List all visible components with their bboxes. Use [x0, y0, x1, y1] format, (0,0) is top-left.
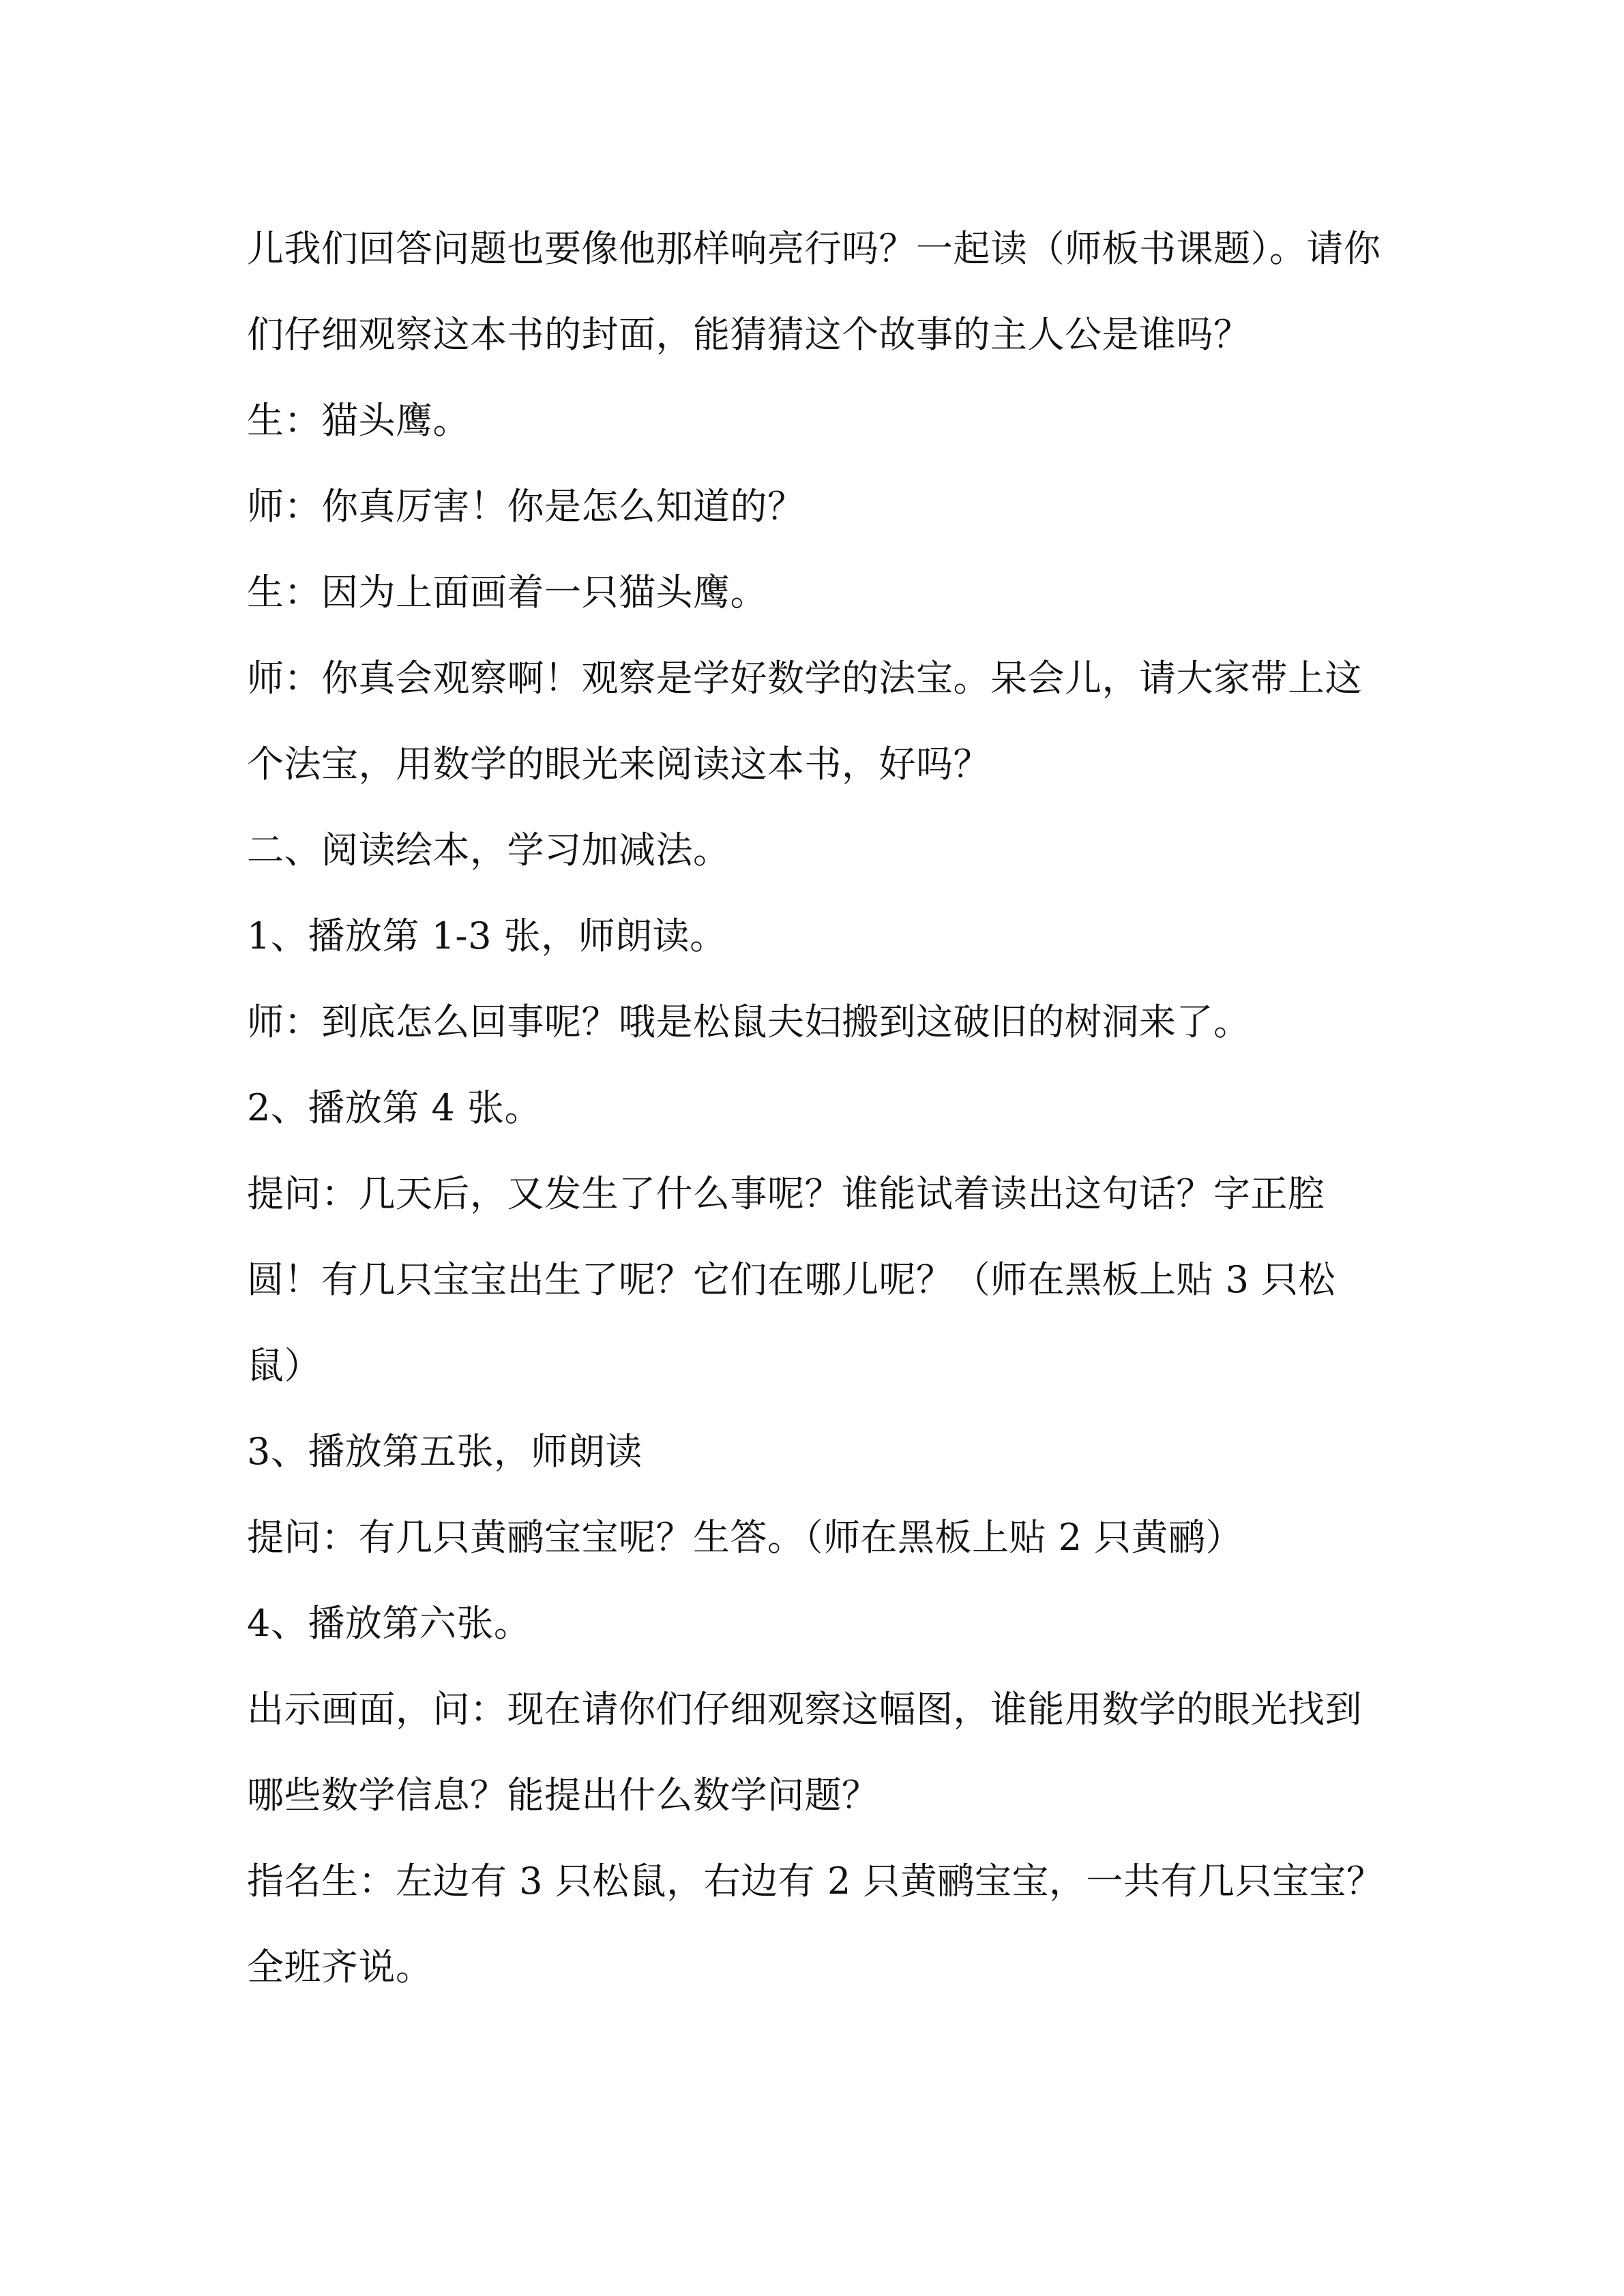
body-text	[247, 206, 1389, 2010]
paragraph-class-together: 全班齐说。	[247, 1945, 433, 1988]
step-1: 1、播放第 1-3 张，师朗读。	[247, 914, 727, 957]
paragraph-teacher-squirrels: 师：到底怎么回事呢？哦是松鼠夫妇搬到这破旧的树洞来了。	[247, 1000, 1251, 1043]
step-3: 3、播放第五张，师朗读	[247, 1430, 643, 1473]
section-heading-2: 二、阅读绘本，学习加减法。	[247, 829, 730, 871]
paragraph-question-orioles: 提问：有几只黄鹂宝宝呢？生答。（师在黑板上贴 2 只黄鹂）	[247, 1516, 1243, 1559]
paragraph-teacher-praise: 师：你真厉害！你是怎么知道的？	[247, 485, 805, 528]
paragraph-student-answer-owl: 生：猫头鹰。	[247, 399, 470, 442]
step-2: 2、播放第 4 张。	[247, 1086, 542, 1129]
paragraph-question-babies: 提问：几天后，又发生了什么事呢？谁能试着读出这句话？字正腔圆！有几只宝宝出生了呢？它们在哪儿呢？（师在黑板上贴 3 只松鼠）	[247, 1172, 1336, 1387]
paragraph-teacher-observe: 师：你真会观察啊！观察是学好数学的法宝。呆会儿，请大家带上这个法宝，用数学的眼光来阅读这本书，好吗？	[247, 657, 1362, 786]
paragraph-student-reason: 生：因为上面画着一只猫头鹰。	[247, 571, 767, 614]
paragraph-show-picture: 出示画面，问：现在请你们仔细观察这幅图，谁能用数学的眼光找到哪些数学信息？能提出什么数学问题？	[247, 1688, 1362, 1817]
paragraph-intro: 儿我们回答问题也要像他那样响亮行吗？一起读（师板书课题）。请你们仔细观察这本书的封面，能猜猜这个故事的主人公是谁吗？	[247, 227, 1381, 356]
paragraph-student-named: 指名生：左边有 3 只松鼠，右边有 2 只黄鹂宝宝，一共有几只宝宝？	[247, 1860, 1384, 1903]
step-4: 4、播放第六张。	[247, 1602, 531, 1645]
